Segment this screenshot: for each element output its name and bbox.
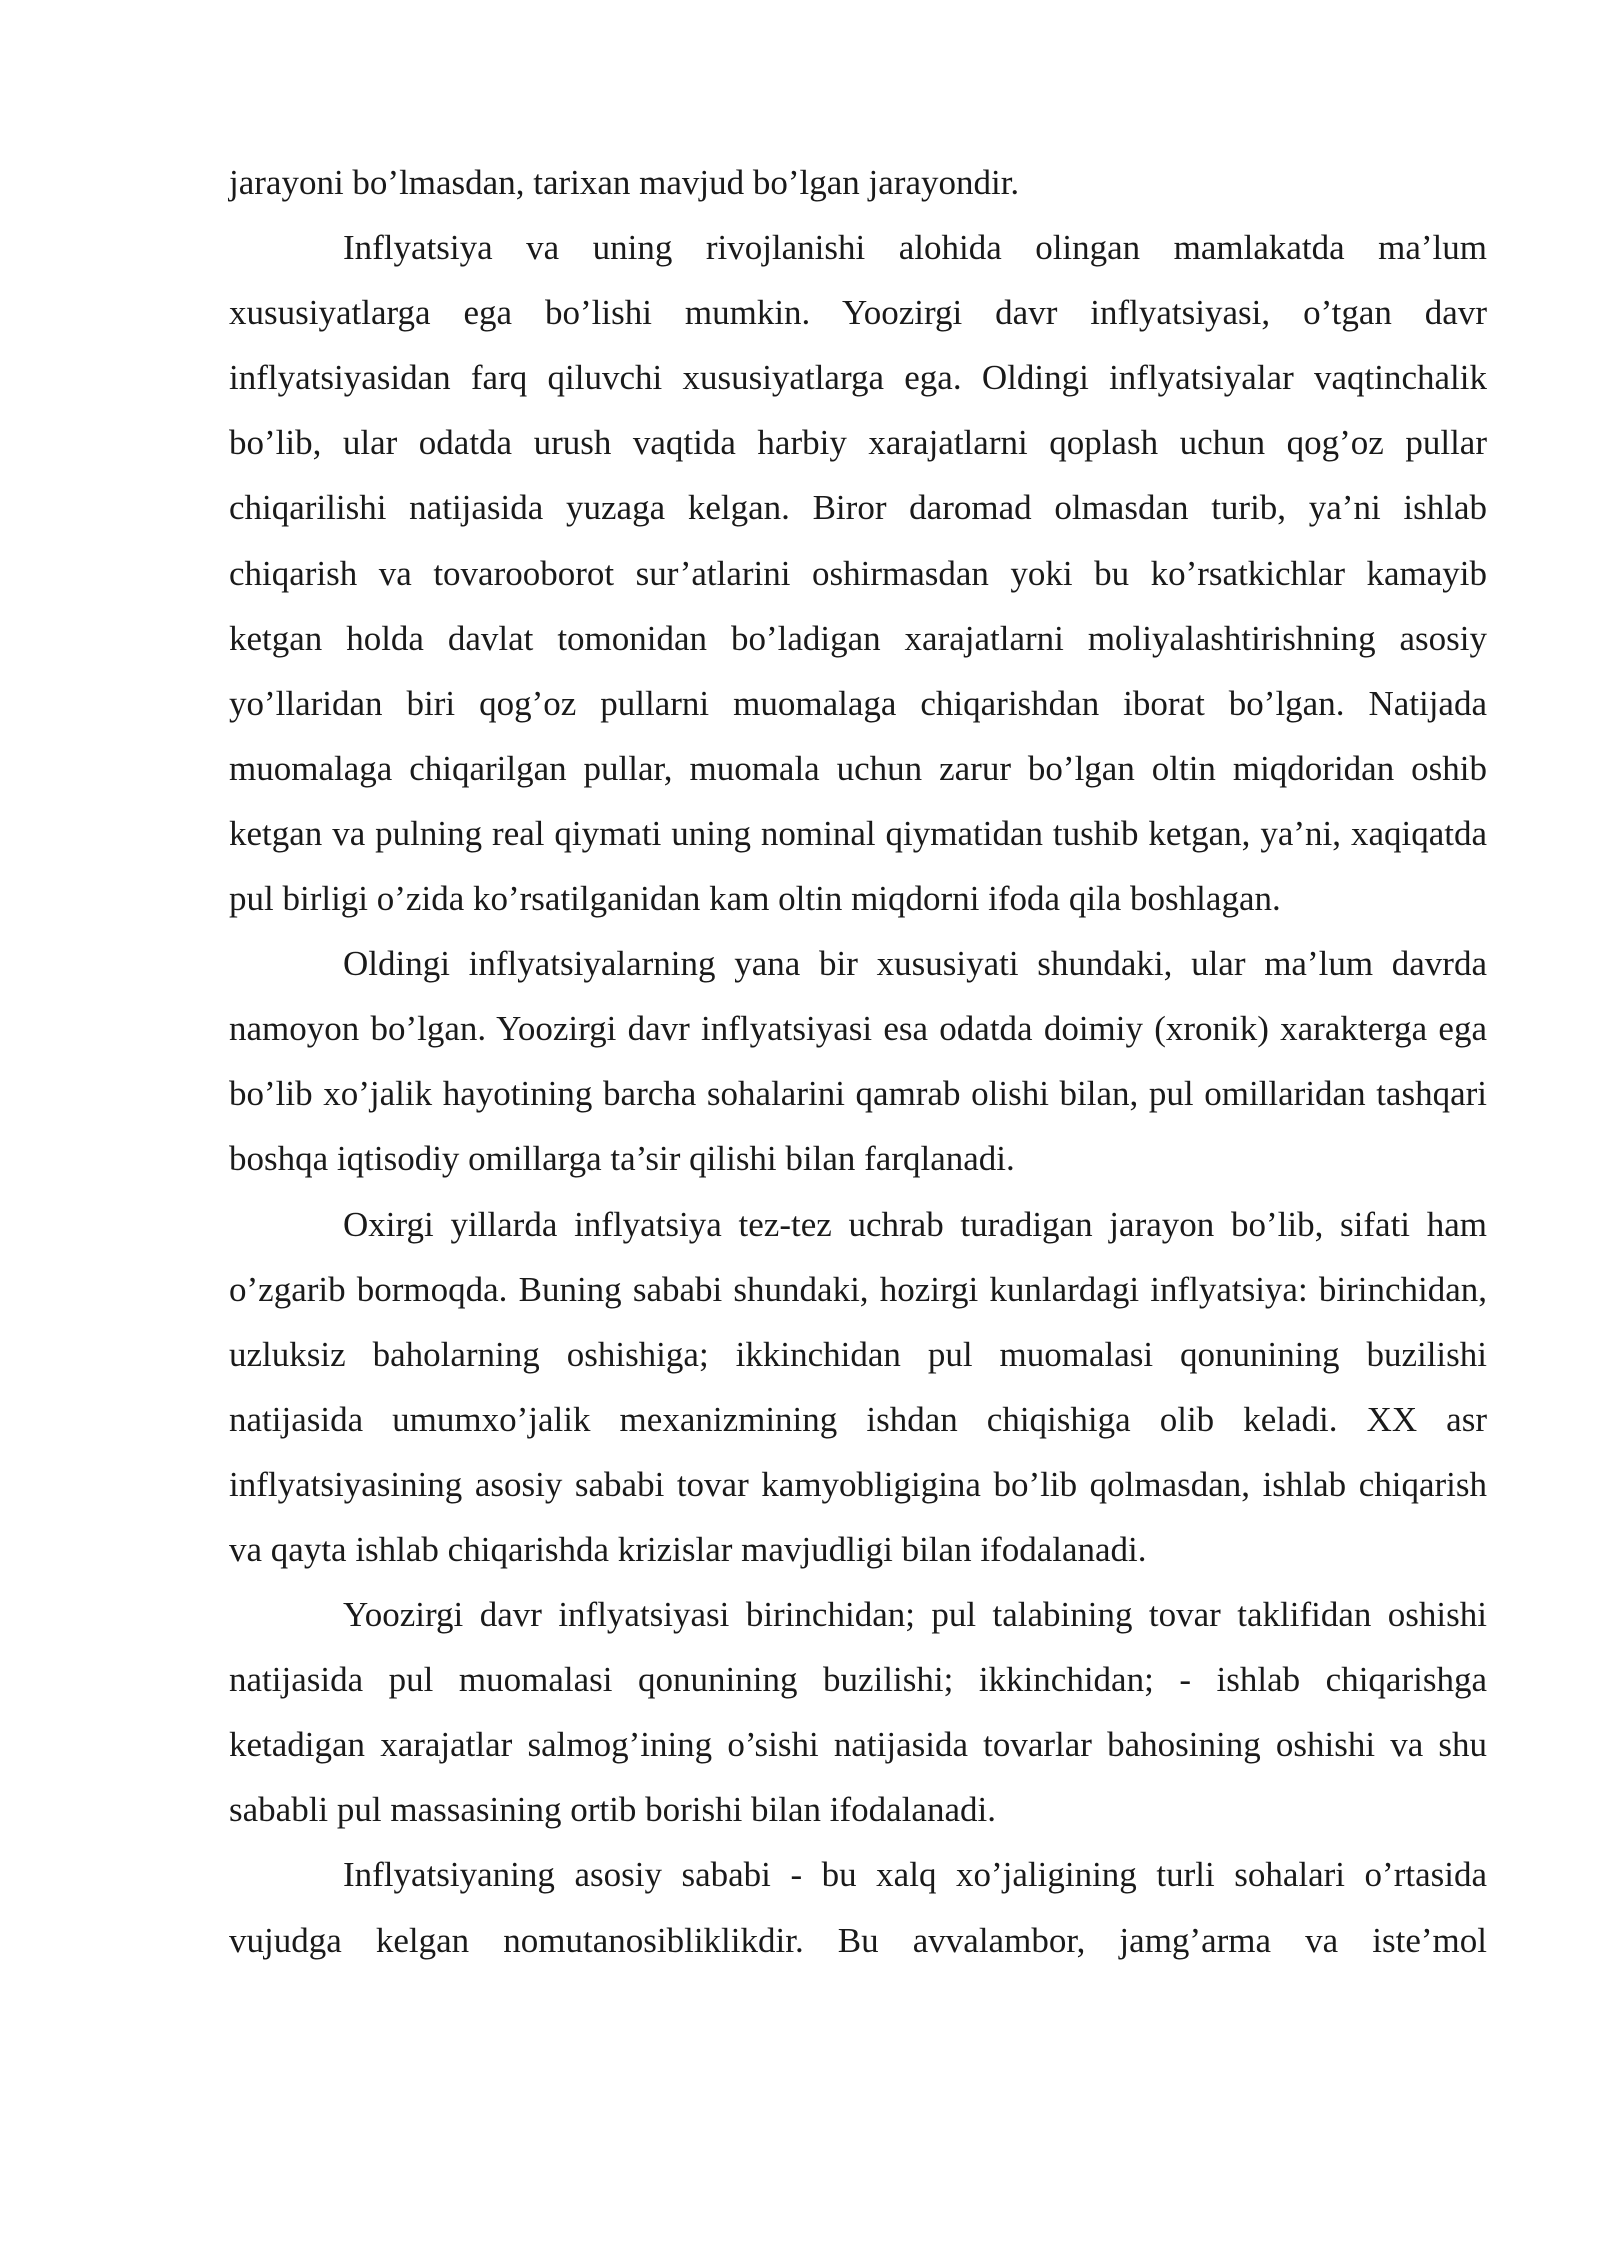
paragraph-main-cause: Inflyatsiyaning asosiy sababi - bu xalq xo’jaligining turli sohalari o’rtasida vujudga kelgan nomutanosibliklikdir. Bu avvalambor, jamg’arma va iste’mol <box>229 1855 1487 1960</box>
paragraph-continuation: jarayoni bo’lmasdan, tarixan mavjud bo’lgan jarayondir. <box>229 163 1020 202</box>
paragraph-earlier-inflations: Oldingi inflyatsiyalarning yana bir xususiyati shundaki, ular ma’lum davrda namoyon bo’lgan. Yoozirgi davr inflyatsiyasi esa odatda doimiy (xronik) xarakterga ega bo’lib xo’jalik hayotining barcha sohalarini qamrab olishi bilan, pul omillaridan tashqari boshqa iqtisodiy omillarga ta’sir qilishi bilan farqlanadi. <box>229 944 1487 1179</box>
body-text <box>229 150 1487 1973</box>
paragraph-recent-years: Oxirgi yillarda inflyatsiya tez-tez uchrab turadigan jarayon bo’lib, sifati ham o’zgarib bormoqda. Buning sababi shundaki, hozirgi kunlardagi inflyatsiya: birinchidan, uzluksiz baholarning oshishiga; ikkinchidan pul muomalasi qonunining buzilishi natijasida umumxo’jalik mexanizmining ishdan chiqishiga olib keladi. XX asr inflyatsiyasining asosiy sababi tovar kamyobligigina bo’lib qolmasdan, ishlab chiqarish va qayta ishlab chiqarishda krizislar mavjudligi bilan ifodalanadi. <box>229 1204 1487 1569</box>
paragraph-inflation-features: Inflyatsiya va uning rivojlanishi alohida olingan mamlakatda ma’lum xususiyatlarga ega bo’lishi mumkin. Yoozirgi davr inflyatsiyasi, o’tgan davr inflyatsiyasidan farq qiluvchi xususiyatlarga ega. Oldingi inflyatsiyalar vaqtinchalik bo’lib, ular odatda urush vaqtida harbiy xarajatlarni qoplash uchun qog’oz pullar chiqarilishi natijasida yuzaga kelgan. Biror daromad olmasdan turib, ya’ni ishlab chiqarish va tovarooborot sur’atlarini oshirmasdan yoki bu ko’rsatkichlar kamayib ketgan holda davlat tomonidan bo’ladigan xarajatlarni moliyalashtirishning asosiy yo’llaridan biri qog’oz pullarni muomalaga chiqarishdan iborat bo’lgan. Natijada muomalaga chiqarilgan pullar, muomala uchun zarur bo’lgan oltin miqdoridan oshib ketgan va pulning real qiymati uning nominal qiymatidan tushib ketgan, ya’ni, xaqiqatda pul birligi o’zida ko’rsatilganidan kam oltin miqdorni ifoda qila boshlagan. <box>229 228 1487 919</box>
paragraph-modern-inflation: Yoozirgi davr inflyatsiyasi birinchidan; pul talabining tovar taklifidan oshishi natijasida pul muomalasi qonunining buzilishi; ikkinchidan; - ishlab chiqarishga ketadigan xarajatlar salmog’ining o’sishi natijasida tovarlar bahosining oshishi va shu sababli pul massasining ortib borishi bilan ifodalanadi. <box>229 1595 1487 1830</box>
